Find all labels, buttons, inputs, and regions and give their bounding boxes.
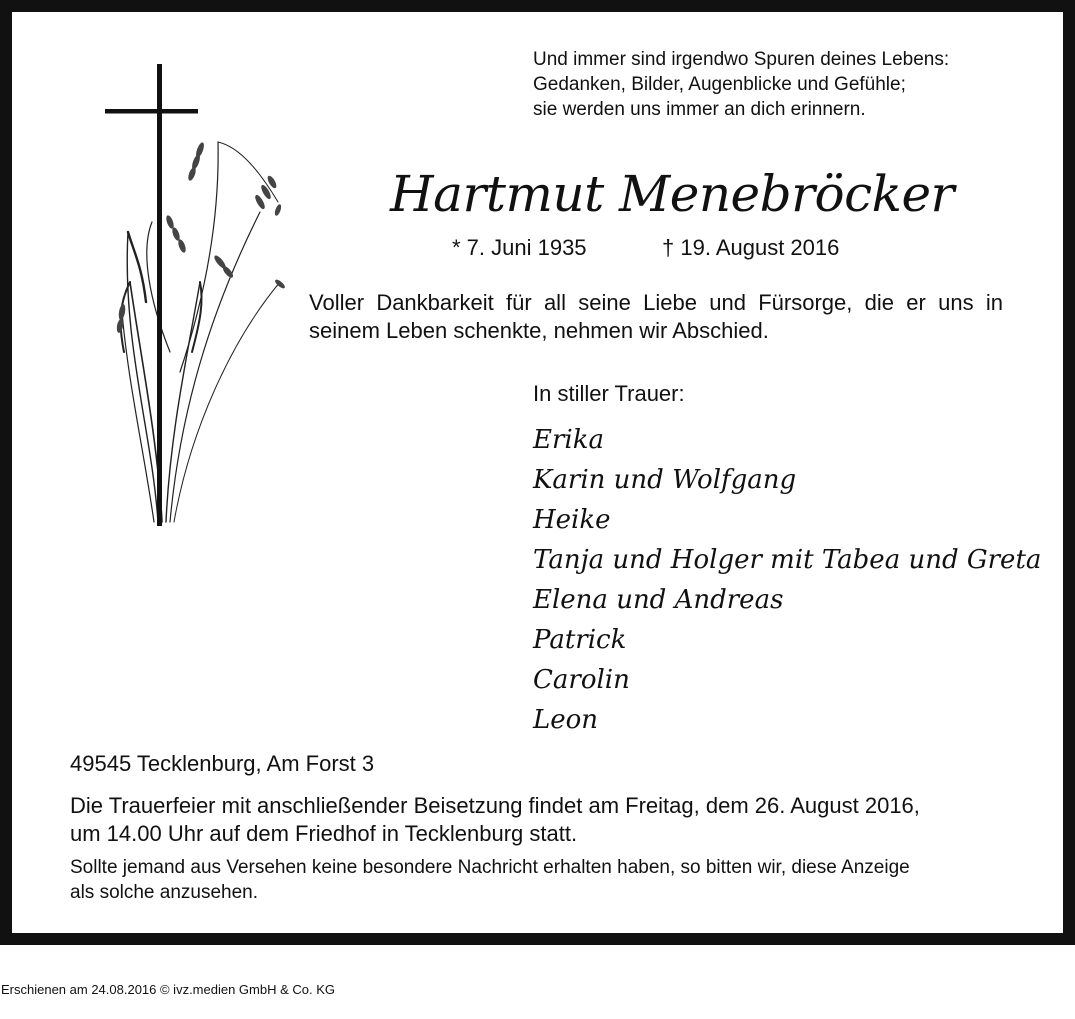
deceased-name: Hartmut Menebröcker bbox=[390, 165, 954, 223]
memorial-quote bbox=[533, 47, 1053, 122]
quote-line: Und immer sind irgendwo Spuren deines Lebens: bbox=[533, 49, 950, 70]
mourning-label: In stiller Trauer: bbox=[533, 381, 685, 406]
mourners-list bbox=[533, 420, 1053, 740]
gratitude-line: seinem Leben schenkte, nehmen wir Abschied. bbox=[309, 318, 769, 343]
obituary-card bbox=[12, 12, 1063, 933]
mourner-name: Heike bbox=[533, 505, 611, 535]
mourner-name: Tanja und Holger mit Tabea und Greta bbox=[533, 545, 1042, 575]
notice-line: als solche anzusehen. bbox=[70, 882, 259, 903]
cross-with-grain-icon bbox=[100, 52, 300, 542]
publication-footer: Erschienen am 24.08.2016 © ivz.medien GmbH & Co. KG bbox=[1, 982, 336, 997]
family-address: 49545 Tecklenburg, Am Forst 3 bbox=[70, 751, 375, 776]
notice-text bbox=[70, 855, 1010, 905]
gratitude-text bbox=[309, 289, 1003, 345]
mourner-name: Patrick bbox=[533, 625, 627, 655]
mourner-name: Leon bbox=[533, 705, 599, 735]
mourner-name: Elena und Andreas bbox=[533, 585, 784, 615]
ceremony-line: Die Trauerfeier mit anschließender Beisetzung findet am Freitag, dem 26. August 2016, bbox=[70, 793, 920, 818]
mourner-name: Carolin bbox=[533, 665, 630, 695]
mourner-name: Erika bbox=[533, 425, 604, 455]
birth-date: * 7. Juni 1935 bbox=[452, 235, 587, 260]
death-date: † 19. August 2016 bbox=[662, 235, 840, 260]
mourner-name: Karin und Wolfgang bbox=[533, 465, 797, 495]
ceremony-info bbox=[70, 792, 1010, 848]
notice-line: Sollte jemand aus Versehen keine besondere Nachricht erhalten haben, so bitten wir, diese Anzeige bbox=[70, 857, 910, 878]
gratitude-line: Voller Dankbarkeit für all seine Liebe und Fürsorge, die er uns in bbox=[309, 290, 1003, 315]
quote-line: sie werden uns immer an dich erinnern. bbox=[533, 99, 866, 120]
quote-line: Gedanken, Bilder, Augenblicke und Gefühle; bbox=[533, 74, 906, 95]
ceremony-line: um 14.00 Uhr auf dem Friedhof in Tecklenburg statt. bbox=[70, 821, 578, 846]
